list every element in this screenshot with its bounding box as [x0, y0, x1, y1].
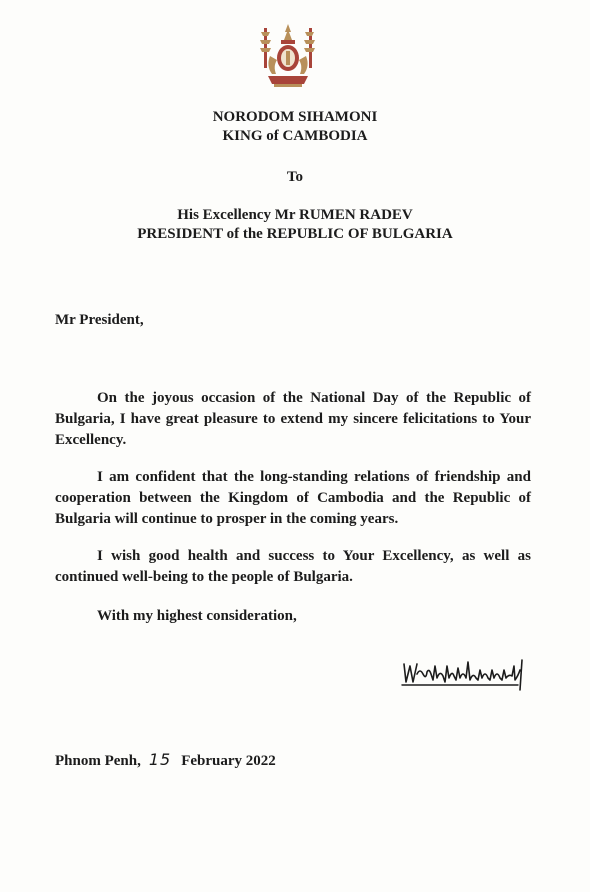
- to-label: To: [286, 169, 304, 185]
- sender-block: [0, 108, 590, 146]
- paragraph-3: I wish good health and success to Your Excellency, as well as continued well-being to the people of Bulgaria.: [55, 548, 531, 585]
- place-date-line: [55, 750, 276, 770]
- recipient-block: [0, 206, 590, 244]
- paragraph-2: I am confident that the long-standing relations of friendship and cooperation between the Kingdom of Cambodia and the Republic of Bulgaria will continue to prosper in the coming years.: [55, 469, 531, 527]
- paragraph-1: On the joyous occasion of the National Day of the Republic of Bulgaria, I have great pleasure to extend my sincere felicitations to Your Excellency.: [55, 390, 531, 448]
- place: Phnom Penh,: [55, 753, 141, 769]
- sender-title: KING of CAMBODIA: [222, 128, 368, 144]
- sender-name: NORODOM SIHAMONI: [212, 109, 378, 125]
- handwritten-day: 15: [148, 750, 172, 769]
- recipient-name: His Excellency Mr RUMEN RADEV: [177, 207, 413, 223]
- signature: [400, 652, 532, 692]
- salutation: Mr President,: [55, 312, 144, 328]
- royal-arms-crest-icon: [258, 22, 318, 92]
- recipient-title: PRESIDENT of the REPUBLIC OF BULGARIA: [137, 226, 453, 242]
- closing-line: With my highest consideration,: [97, 608, 297, 624]
- month-year: February 2022: [181, 753, 276, 769]
